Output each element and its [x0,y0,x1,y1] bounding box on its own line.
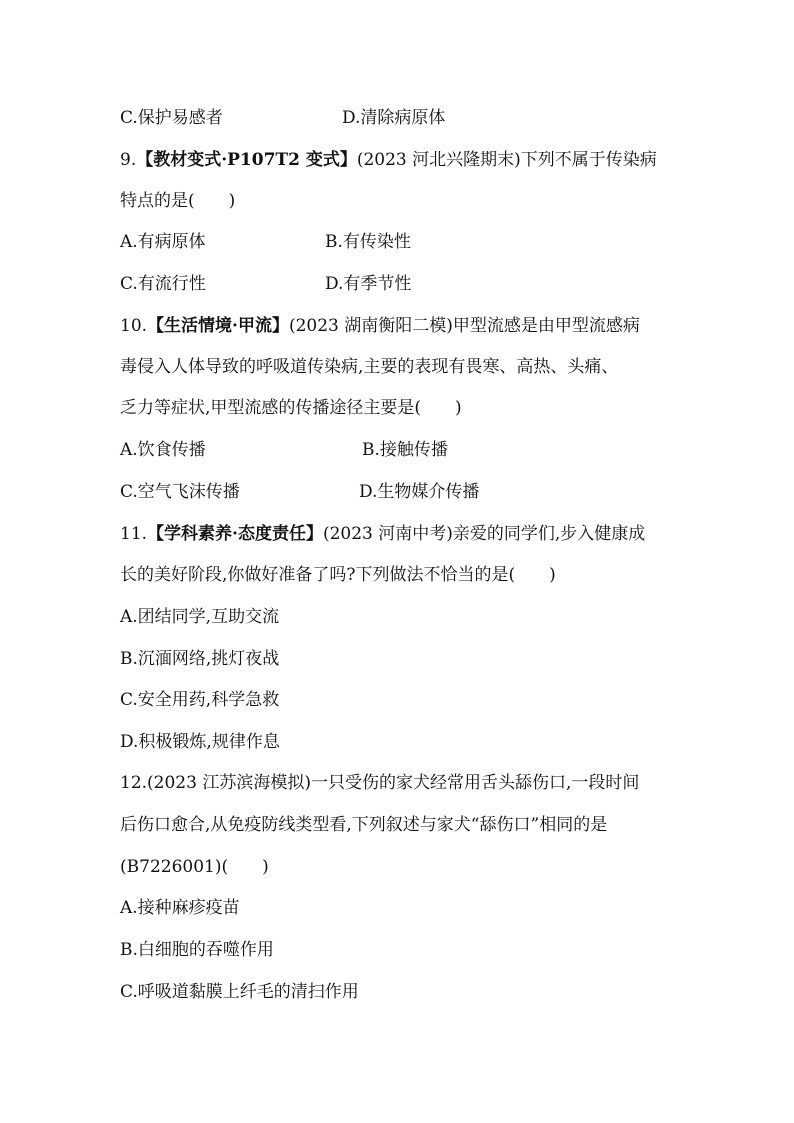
q10-stem-line1 [120,315,640,337]
q12-option-a: A.接种麻疹疫苗 [120,898,240,918]
q11-tag: 【学科素养·态度责任】 [147,524,323,544]
q10-number: 10. [120,316,148,336]
q10-option-a: A.饮食传播 [120,440,206,460]
q11-option-d: D.积极锻炼,规律作息 [120,732,280,752]
q11-option-c: C.安全用药,科学急救 [120,690,280,710]
q8-option-c: C.保护易感者 [120,108,223,128]
q10-stem-text: (2023 湖南衡阳二模)甲型流感是由甲型流感病 [288,316,640,336]
q8-option-d: D.清除病原体 [342,108,446,128]
q9-option-a: A.有病原体 [120,232,206,252]
q9-stem-line2: 特点的是( ) [120,191,236,211]
q9-option-b: B.有传染性 [325,232,411,252]
q9-option-c: C.有流行性 [120,274,206,294]
q10-tag: 【生活情境·甲流】 [147,316,289,336]
q9-option-d: D.有季节性 [325,274,412,294]
q12-option-b: B.白细胞的吞噬作用 [120,940,274,960]
q11-stem-line2: 长的美好阶段,你做好准备了吗?下列做法不恰当的是( ) [120,565,556,585]
q11-option-a: A.团结同学,互助交流 [120,607,280,627]
q12-stem-line2: 后伤口愈合,从免疫防线类型看,下列叙述与家犬“舔伤口”相同的是 [120,815,608,835]
q12-stem-line1: 12.(2023 江苏滨海模拟)一只受伤的家犬经常用舌头舔伤口,一段时间 [120,773,640,793]
q10-stem-line2: 毒侵入人体导致的呼吸道传染病,主要的表现有畏寒、高热、头痛、 [120,357,619,377]
q10-option-c: C.空气飞沫传播 [120,482,240,502]
q9-number: 9. [120,150,137,170]
q12-stem-line3: (B7226001)( ) [120,857,269,877]
q11-option-b: B.沉湎网络,挑灯夜战 [120,649,280,669]
q12-option-c: C.呼吸道黏膜上纤毛的清扫作用 [120,982,359,1002]
q11-stem-text: (2023 河南中考)亲爱的同学们,步入健康成 [322,524,646,544]
q10-option-b: B.接触传播 [362,440,448,460]
q11-number: 11. [120,524,148,544]
q9-stem-line1 [120,149,657,171]
q10-stem-line3: 乏力等症状,甲型流感的传播途径主要是( ) [120,398,462,418]
q9-tag: 【教材变式·P107T2 变式】 [136,150,357,170]
q9-stem-text: (2023 河北兴隆期末)下列不属于传染病 [356,150,657,170]
q11-stem-line1 [120,523,645,545]
q10-option-d: D.生物媒介传播 [359,482,480,502]
